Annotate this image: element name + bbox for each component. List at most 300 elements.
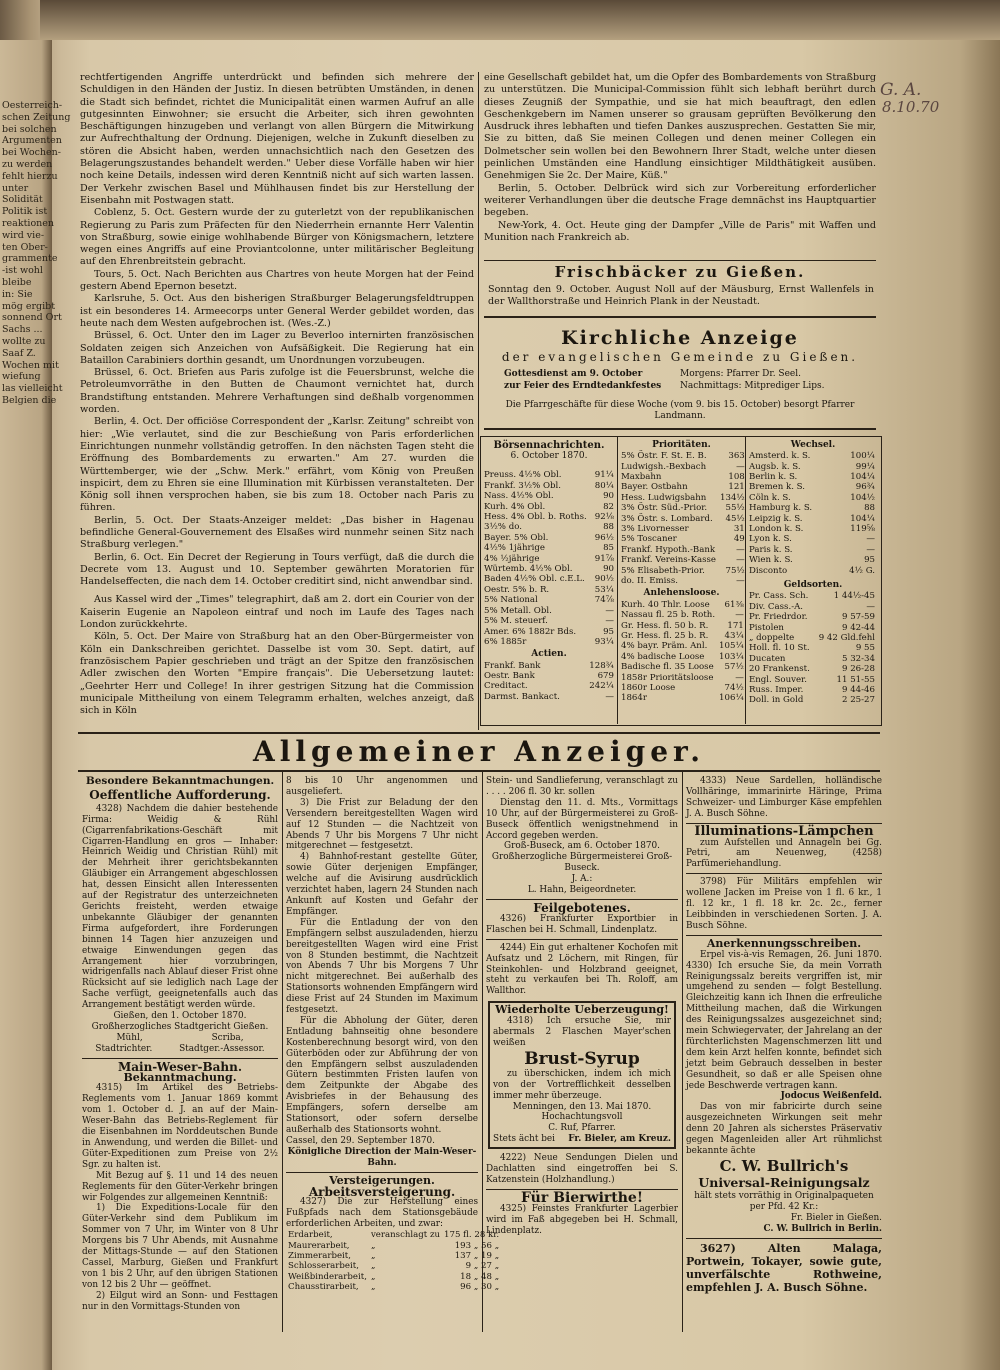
arbeits-title: Arbeitsversteigerung. — [308, 1184, 456, 1199]
wechsel-row-cell: London k. S. — [749, 524, 804, 535]
a1-sig3: Stadtrichter. — [95, 1043, 153, 1054]
arbeits-row-cell: 175 fl. 28 kr. — [444, 1230, 500, 1241]
bullrich-product: Universal-Reinigungsalz — [698, 1174, 870, 1190]
aktien-title: Actien. — [531, 649, 567, 660]
loose-row-cell: Badische fl. 35 Loose — [621, 662, 714, 673]
news-p1: rechtfertigenden Angriffe unterdrückt und befinden sich mehrere der Schuldigen in den Händen der Justiz. In diesen betrübten Umständen, in denen die Stadt sich befindet, richtet die Municipalität einen warmen Aufruf an alle gutgesinnten Einwohner; sie ersucht die Arbeiter, sich ihren gewohnten Beschäftigungen hinzugeben und verlangt von allen Bürgern die Mitwirkung zur Aufrechthaltung der Ordnung. Diejenigen, welche in Zukunft dieselben zu stören die Absicht haben, werden unnachsichtlich nach den Gesetzen des Belagerungszustandes behandelt werden." Ueber diese Vorfälle haben wir hier noch keine Details, indessen wird deren Kenntniß nicht auf sich warten lassen. Der Verkehr zwischen Basel und Mühlhausen findet bis zur Herstellung der Eisenbahn mit Postwagen statt. — [80, 72, 474, 206]
page-top-edge — [40, 0, 1000, 40]
prio-row-cell: do. II. Emiss. — [621, 576, 678, 587]
boerse-row-cell: 96½ — [594, 532, 614, 543]
prio-row-cell: 3% Östr. Süd.-Prior. — [621, 503, 708, 514]
arbeits-row-cell: 18 „ 48 „ — [460, 1271, 500, 1282]
wechsel-row-cell: Disconto — [749, 565, 788, 576]
boerse-row-cell: Frankf. 3½% Obl. — [484, 480, 561, 491]
aktien-row-cell: 679 — [597, 670, 614, 681]
prio-row — [619, 555, 747, 565]
a3-date: Groß-Buseck, am 6. October 1870. — [503, 841, 660, 852]
boerse-row — [482, 533, 616, 543]
boerse-row — [482, 470, 616, 480]
boerse-row — [482, 574, 616, 584]
boerse-row-cell: 6% 1885r — [484, 636, 527, 647]
news-koeln: Köln, 5. Oct. Der Maire von Straßburg hat an den Ober-Bürgermeister von Köln ein Dankschreiben gerichtet. Dasselbe ist vom 30. Sept. datirt, auf französischem Papier geschrieben und trägt an der Spitze den französischen Adler zwischen den Worten "Empire français". Die Uebersetzung lautet: „Geehrter Herr und College! In ihrer gestrigen Sitzung hat die Commission municipale Mittheilung von einem Telegramm erhalten, welches anzeigt, daß sich in Köln — [80, 631, 474, 717]
wechsel-row-cell: 4½ G. — [849, 565, 875, 576]
prio-row-cell: 45½ — [725, 513, 745, 524]
wechsel-row — [747, 566, 877, 576]
prio-row — [619, 493, 747, 503]
prio-row-cell: 134½ — [720, 492, 745, 503]
kirch-note: Die Pfarrgeschäfte für diese Woche (vom 9. bis 15. October) besorgt Pfarrer Landmann. — [505, 400, 855, 422]
prio-row — [619, 545, 747, 555]
news-berlin-5: Berlin, 5. Oct. Der Staats-Anzeiger meldet: „Das bisher in Hagenau befindliche General-Gouvernement des Elsaßes wird nunmehr seinen Sitz nach Straßburg verlegen." — [80, 514, 474, 551]
brust-sign: Hochachtungsvoll — [541, 1112, 623, 1123]
wechsel-row — [747, 482, 877, 492]
bullrich-text: hält stets vorräthig in Originalpaqueten per Pfd. 42 Kr.: — [694, 1190, 874, 1212]
boerse-row — [482, 543, 616, 553]
aktien-row-cell: Frankf. Bank — [484, 660, 541, 671]
wechsel-row — [747, 555, 877, 565]
wechsel-row-cell: 100¼ — [850, 451, 875, 462]
loose-row — [619, 662, 746, 672]
geld-row-cell: 9 55 — [855, 643, 875, 654]
boerse-table-1 — [482, 470, 616, 647]
prio-row-cell: Bayer. Ostbahn — [621, 482, 688, 493]
arbeits-row-cell: Schlosserarbeit, — [288, 1261, 359, 1272]
kirch-title: Kirchliche Anzeige — [561, 327, 799, 349]
boerse-row — [482, 512, 616, 522]
geld-row-cell: 5 32-34 — [842, 653, 875, 664]
aktien-row — [482, 671, 616, 681]
prio-row-cell: — — [736, 544, 745, 555]
boerse-row — [482, 616, 616, 626]
arbeits-row-cell: Erdarbeit, — [288, 1230, 333, 1241]
boerse-row-cell: Baden 4½% Obl. c.E.L. — [484, 574, 585, 585]
boerse-row-cell: — — [605, 605, 614, 616]
wechsel-row — [747, 472, 877, 482]
a1-sig1: Mühl, — [116, 1032, 143, 1043]
anerk-title: Anerkennungsschreiben. — [706, 936, 862, 950]
loose-row-cell: 61⅜ — [724, 599, 744, 610]
geld-row-cell: 9 42-44 — [842, 622, 875, 633]
loose-row-cell: 4% badische Loose — [621, 651, 705, 662]
geld-row-cell: „ doppelte — [749, 632, 795, 643]
arbeits-table — [286, 1230, 501, 1292]
geld-row-cell: Engl. Souver. — [749, 674, 807, 685]
boerse-row-cell: 4½% 1jährige — [484, 543, 545, 554]
prio-row — [619, 514, 747, 524]
boerse-row — [482, 564, 616, 574]
aktien-row-cell: Darmst. Bankact. — [484, 691, 560, 702]
loose-row-cell: 57½ — [724, 662, 744, 673]
boerse-row-cell: Bayer. 5% Obl. — [484, 532, 549, 543]
dielen: 4222) Neue Sendungen Dielen und Dachlatten sind eingetroffen bei S. Katzenstein (Holzhandlung.) — [486, 1153, 678, 1185]
arbeits-row — [286, 1241, 501, 1251]
boerse-row-cell: 53¼ — [594, 584, 614, 595]
boerse-row-cell: 74⅞ — [594, 595, 614, 606]
geld-row-cell: Pr. Cass. Sch. — [749, 591, 809, 602]
geld-row-cell: 9 42 Gld.fehl — [818, 632, 875, 643]
geld-row-cell: 9 57-59 — [842, 612, 875, 623]
geld-row-cell: 1 44½-45 — [833, 591, 875, 602]
loose-row — [619, 631, 746, 641]
news-karlsruhe: Karlsruhe, 5. Oct. Aus den bisherigen Straßburger Belagerungsfeldtruppen ist ein besonderes 14. Armeecorps unter General Werder gebildet worden, das heute nach dem Westen aufgebrochen ist. (Wes.-Z.) — [80, 293, 474, 329]
feil-1: 4326) Frankfurter Exportbier in Flaschen bei H. Schmall, Lindenplatz. — [486, 913, 678, 935]
geld-row — [747, 633, 877, 643]
ad-column-2 — [286, 776, 500, 1332]
brust-head: Wiederholte Ueberzeugung! — [495, 1003, 669, 1017]
boerse-row — [482, 585, 616, 595]
arbeits-row-cell: 137 „ 19 „ — [454, 1250, 500, 1261]
kirch-r1: Morgens: Pfarrer Dr. Seel. — [680, 369, 801, 379]
arbeits-row-cell: Maurerarbeit, — [288, 1240, 350, 1251]
boerse-title: Börsennachrichten. — [493, 440, 605, 451]
a1-sig2: Scriba, — [211, 1032, 244, 1043]
geld-row — [747, 654, 877, 664]
a1-title: Oeffentliche Aufforderung. — [89, 787, 271, 802]
boerse-row-cell: Nass. 4½% Obl. — [484, 491, 554, 502]
wechsel-row-cell: Augsb. k. S. — [749, 461, 801, 472]
malaga-text: 3627) Alten Malaga, Portwein, Tokayer, sowie gute, unverfälschte Rothweine, empfehlen J. A. Busch Söhne. — [686, 1241, 882, 1294]
aktien-row-cell: Creditact. — [484, 681, 528, 692]
arbeits-row — [286, 1261, 501, 1271]
boerse-row-cell: 5% Metall. Obl. — [484, 605, 552, 616]
mil-text: 3798) Für Militärs empfehlen wir wollene Jacken im Preise von 1 fl. 6 kr., 1 fl. 12 kr., 1 fl. 18 kr. 2c. 2c., ferner Leibbinden in verschiedenen Sorten. J. A. Busch Söhne. — [686, 877, 882, 931]
column-rule-1 — [478, 72, 479, 730]
arbeits-row-cell: „ — [370, 1240, 376, 1251]
anerk-text2: Das von mir fabricirte durch seine ausgezeichneten Wirkungen seit mehr denn 20 Jahren als sicherstes Präservativ gegen Magenleiden aller Art rühmlichst bekannte ächte — [686, 1102, 882, 1156]
a1-text: 4328) Nachdem die dahier bestehende Firma: Weidig & Rühl (Cigarrenfabrikations-Geschäft mit Cigarren-Handlung en gros — Inhaber: Heinrich Weidig und Christian Rühl) mit der Mehrheit ihrer gerichtsbekannten Gläubiger ein Arrangement abgeschlossen hat, dessen Einsicht allen Interessenten auf der Registratur des unterzeichneten Gerichts freisteht, werden etwaige unbekannte Gläubiger der genannten Firma aufgefordert, ihre Forderungen binnen 14 Tagen hier anzuzeigen und etwaige Einwendungen gegen das Arrangement hier vorzubringen, widrigenfalls nach Ablauf dieser Frist ohne Rücksicht auf sie lediglich nach Lage der Sache verfügt, geeignetenfalls auch das Arrangement bestätigt werden würde. — [82, 803, 278, 1011]
brust-text2: zu überschicken, indem ich mich von der Vortrefflichkeit desselben immer mehr überzeuge. — [493, 1068, 671, 1101]
boerse-row — [482, 554, 616, 564]
prio-row — [619, 576, 747, 586]
prio-row-cell: — — [736, 555, 745, 566]
a1-date: Gießen, den 1. October 1870. — [113, 1011, 247, 1022]
geld-row-cell: Pr. Friedrdor. — [749, 612, 808, 623]
boerse-row — [482, 637, 616, 647]
main-item2: 2) Eilgut wird an Sonn- und Festtagen nur in den Vormittags-Stunden von — [82, 1290, 278, 1312]
loose-row — [619, 610, 746, 620]
prio-row — [619, 566, 747, 576]
loose-row-cell: 105¼ — [719, 641, 744, 652]
prio-row — [619, 451, 747, 461]
prio-row-cell: 108 — [728, 472, 745, 483]
prio-row-cell: — — [736, 461, 745, 472]
arbeits-row-cell: Chausstirarbeit, — [288, 1282, 359, 1293]
boerse-row — [482, 491, 616, 501]
aktien-row-cell: — — [605, 691, 614, 702]
wechsel-row-cell: Wien k. S. — [749, 555, 793, 566]
arbeits-row-cell: „ — [370, 1250, 376, 1261]
boerse-row — [482, 627, 616, 637]
loose-row-cell: 1860r Loose — [621, 682, 676, 693]
prio-row-cell: 363 — [728, 451, 745, 462]
arbeits-row — [286, 1272, 501, 1282]
news-coblenz: Coblenz, 5. Oct. Gestern wurde der zu guterletzt von der republikanischen Regierung zu Paris zum Präfecten für den Niederrhein ernannte Herr Valentin von Straßburg, sowie einige wohlhabende Bürger von Königsmachern, letztere wegen eines Angriffs auf eine Proviantcolonne, unter militärischer Begleitung auf den Ehrenbreitstein gebracht. — [80, 207, 474, 268]
wechsel-row — [747, 451, 877, 461]
a2-text2: Für die Entladung der von den Empfängern selbst auszuladenden, hierzu bereitgestellten Wagen wird eine Frist von 8 Stunden bestimmt, die Nachtzeit von Abends 7 Uhr bis Morgens 7 Uhr nicht mitgerechnet. Bei außerhalb des Stationsorts wohnenden Empfängern wird diese Frist auf 24 Stunden im Maximum festgesetzt. — [286, 917, 478, 1016]
wechsel-row-cell: — — [866, 534, 875, 545]
illum-text: zum Aufstellen und Annageln bei Gg. Petri, am Neuenweg, (4258) Parfümeriehandlung. — [686, 837, 882, 870]
ad-column-3 — [486, 776, 678, 1332]
kirch-subtitle: der evangelischen Gemeinde zu Gießen. — [501, 350, 859, 364]
a3-sig: L. Hahn, Beigeordneter. — [527, 885, 637, 896]
kirch-l1: Gottesdienst am 9. October — [504, 369, 643, 379]
a1-sig4: Stadtger.-Assessor. — [179, 1043, 265, 1054]
ad-column-4 — [686, 776, 882, 1332]
wechsel-row-cell: 95 — [864, 555, 875, 566]
brust-date: Menningen, den 13. Mai 1870. — [512, 1101, 652, 1112]
arbeits-row-cell: „ — [370, 1261, 376, 1272]
kirch-l2: zur Feier des Erndtedankfestes — [504, 381, 662, 391]
a1-head: Besondere Bekanntmachungen. — [85, 775, 275, 787]
aktien-row-cell: 128¾ — [589, 660, 614, 671]
geld-row — [747, 612, 877, 622]
main-sub: Bekanntmachung. — [123, 1070, 237, 1084]
boerse-row-cell: 90 — [603, 491, 614, 502]
boerse-row — [482, 595, 616, 605]
loose-row-cell: 106¼ — [719, 693, 744, 704]
geld-row — [747, 591, 877, 601]
aktien-row — [482, 692, 616, 702]
prio-row-cell: 5% Toscaner — [621, 534, 677, 545]
anzeiger-title: Allgemeiner Anzeiger. — [253, 735, 705, 768]
prio-row-cell: 75½ — [725, 565, 745, 576]
feil-2: 4244) Ein gut erhaltener Kochofen mit Aufsatz und 2 Löchern, mit Ringen, für Steinkohlen- und Holzbrand geeignet, steht zu verkaufen bei Th. Roloff, am Wallthor. — [486, 942, 678, 997]
bier-title: Für Bierwirthe! — [520, 1189, 643, 1206]
news-kassel: Aus Kassel wird der „Times" telegraphirt, daß am 2. dort ein Courier von der Kaiserin Eugenie an Napoleon eintraf und noch im Laufe des Tages nach London zurückkehrte. — [80, 594, 474, 631]
prio-row-cell: Hess. Ludwigsbahn — [621, 492, 707, 503]
anzeiger-rule-top — [78, 732, 880, 734]
loose-row-cell: Nassau fl. 25 b. Roth. — [621, 610, 716, 621]
brust-text1: 4318) Ich ersuche Sie, mir abermals 2 Flaschen Mayer'schen weißen — [493, 1016, 671, 1048]
a2-sig: Königliche Direction der Main-Weser-Bahn. — [287, 1146, 477, 1168]
arbeits-row-cell: 96 „ 30 „ — [460, 1282, 500, 1293]
rule-frisch-top — [484, 260, 876, 261]
prio-row — [619, 524, 747, 534]
brust-foot: Stets ächt bei — [493, 1134, 555, 1145]
wechsel-row-cell: Lyon k. S. — [749, 534, 792, 545]
arbeits-row — [286, 1251, 501, 1261]
boerse-row-cell: 5% M. steuerf. — [484, 616, 548, 627]
geld-row-cell: 2 25-27 — [842, 695, 875, 706]
geld-row — [747, 643, 877, 653]
a2-item4: 4) Bahnhof-restant gestellte Güter, sowie Güter derjenigen Empfänger, welche auf die Avisirung ausdrücklich verzichtet haben, lagern 24 Stunden nach Ankunft auf Kosten und Gefahr der Empfänger. — [286, 852, 478, 917]
aktien-row-cell: Oestr. Bank — [484, 670, 535, 681]
loose-row-cell: Gr. Hess. fl. 25 b. R. — [621, 630, 709, 641]
loose-row — [619, 641, 746, 651]
loose-row — [619, 621, 746, 631]
wechsel-row — [747, 534, 877, 544]
wechsel-row-cell: 99¼ — [855, 461, 875, 472]
news-column-1 — [80, 72, 474, 732]
brust-title: Brust-Syrup — [524, 1048, 640, 1069]
left-page-fragment — [0, 40, 71, 1370]
handwritten-note-1: G. A. — [880, 80, 922, 100]
arbeits-row — [286, 1282, 501, 1292]
loose-row-cell: 171 — [727, 620, 744, 631]
geld-row — [747, 602, 877, 612]
geld-table — [747, 591, 877, 705]
loose-row-cell: 1858r Prioritätsloose — [621, 672, 714, 683]
boerse-row-cell: 90½ — [594, 574, 614, 585]
news-col2-p1: eine Gesellschaft gebildet hat, um die Opfer des Bombardements von Straßburg zu unterstützen. Die Municipal-Commission fühlt sich lebhaft berührt durch dieses Zeugniß der Sympathie, und sie hat mich beauftragt, den edlen Geschenkgebern im Namen unserer so grausam geprüften Bevölkerung den Ausdruck ihres lebhaften und tiefen Dankes auszusprechen. Gestatten Sie mir, Sie zu bitten, daß Sie meinen Collegen und denen meiner Collegen ein Dolmetscher sein wollen bei den Bewohnern Ihrer Stadt, welche unter diesen peinlichen Umständen eine Handlung einsichtiger Mildthätigkeit ausüben. Genehmigen Sie 2c. Der Maire, Küß." — [484, 72, 876, 182]
boerse-row — [482, 481, 616, 491]
brust-seller: Fr. Bieler, am Kreuz. — [568, 1134, 671, 1145]
ad-rule-3 — [682, 772, 683, 1332]
news-tours: Tours, 5. Oct. Nach Berichten aus Chartres von heute Morgen hat der Feind gestern Abend Epernon besetzt. — [80, 268, 474, 293]
boerse-rule-1 — [617, 436, 618, 724]
wechsel-row-cell: Leipzig k. S. — [749, 513, 803, 524]
boerse-row-cell: 91¼ — [594, 470, 614, 481]
geld-row-cell: Doll. in Gold — [749, 695, 804, 706]
arbeits-row-cell: Zimmerarbeit, — [288, 1250, 351, 1261]
loose-row-cell: — — [735, 672, 744, 683]
geld-row — [747, 685, 877, 695]
geld-row-cell: 11 51-55 — [836, 674, 875, 685]
prio-title: Prioritäten. — [652, 440, 711, 450]
a2-text3: Für die Abholung der Güter, deren Entladung bahnseitig ohne besondere Kostenberechnung besorgt wird, von den Güterböden oder zur Abführung der von den Empfängern selbst auszuladenden Gütern bestimmten Fristen laufen von dem Zeitpunkte der Abgabe des Avisbriefes in der Behausung des Empfängers, sofern derselbe am Stationsort, oder sofern derselbe außerhalb des Stationsorts wohnt. — [286, 1015, 478, 1135]
arbeits-row-cell: veranschlagt zu — [370, 1230, 441, 1241]
wechsel-row — [747, 462, 877, 472]
boerse-row-cell: 91⅞ — [594, 553, 614, 564]
loose-row-cell: 74½ — [724, 682, 744, 693]
wechsel-row — [747, 524, 877, 534]
geld-row-cell: 9 26-28 — [842, 664, 875, 675]
wechsel-title: Wechsel. — [790, 440, 836, 450]
geld-row-cell: Div. Cass.-A. — [749, 601, 804, 612]
prio-row-cell: 31 — [733, 524, 745, 535]
boerse-row-cell: 95 — [603, 626, 614, 637]
prio-row-cell: — — [736, 576, 745, 587]
boerse-row-cell: 5% National — [484, 595, 538, 606]
wechsel-row-cell: 88 — [864, 503, 875, 514]
aktien-table — [482, 661, 616, 703]
arbeits-row-cell: 9 „ 27 „ — [465, 1261, 500, 1272]
boerse-date: 6. October 1870. — [510, 451, 588, 462]
arbeits-row-cell: „ — [370, 1282, 376, 1293]
boerse-row-cell: Oestr. 5% b. R. — [484, 584, 550, 595]
boerse-row-cell: 88 — [603, 522, 614, 533]
aktien-row-cell: 242¼ — [589, 681, 614, 692]
loose-row — [619, 683, 746, 693]
loose-row-cell: Kurh. 40 Thlr. Loose — [621, 599, 710, 610]
news-berlin-6: Berlin, 6. Oct. Ein Decret der Regierung in Tours verfügt, daß die durch die Decrete vom 13. August und 10. September gewährten Moratorien für Handelseffecten, die nach dem 14. October creditirt sind, nicht anwendbar sind. — [80, 551, 474, 588]
frisch-text: Sonntag den 9. October. August Noll auf der Mäusburg, Ernst Wallenfels in der Wallthorstraße und Heinrich Plank in der Neustadt. — [488, 284, 874, 308]
news-newyork: New-York, 4. Oct. Heute ging der Dampfer „Ville de Paris" mit Waffen und Munition nach Frankreich ab. — [484, 219, 876, 243]
loose-row-cell: 43¼ — [724, 630, 744, 641]
wechsel-row-cell: 119⅝ — [850, 524, 875, 535]
boerse-row-cell: Würtemb. 4½% Obl. — [484, 564, 573, 575]
loose-row-cell: Gr. Hess. fl. 50 b. R. — [621, 620, 709, 631]
main-title: Main-Weser-Bahn. — [117, 1059, 243, 1074]
geld-row-cell: — — [866, 601, 875, 612]
boerse-row-cell: Hess. 4% Obl. b. Roths. — [484, 512, 587, 523]
a3-text1: Stein- und Sandlieferung, veranschlagt zu . . . . 206 fl. 30 kr. sollen — [486, 776, 678, 797]
bullrich-name: C. W. Bullrich's — [719, 1156, 849, 1175]
verst-head: Versteigerungen. — [329, 1173, 435, 1187]
kirch-r2: Nachmittags: Mitprediger Lips. — [680, 381, 825, 391]
wechsel-row-cell: 104¼ — [850, 472, 875, 483]
prio-row — [619, 534, 747, 544]
wechsel-row-cell: 104¼ — [850, 513, 875, 524]
prio-row-cell: 5% Elisabeth-Prior. — [621, 565, 705, 576]
prio-row-cell: 3% Östr. s. Lombard. — [621, 513, 713, 524]
prio-row-cell: 5% Östr. F. St. E. B. — [621, 451, 707, 462]
ad-column-1 — [82, 776, 278, 1332]
loose-table — [619, 600, 746, 704]
boerse-row-cell: Kurh. 4% Obl. — [484, 501, 546, 512]
wechsel-row-cell: Berlin k. S. — [749, 472, 798, 483]
aktien-row — [482, 661, 616, 671]
boerse-row-cell: 4% ½jährige — [484, 553, 540, 564]
a3-office: Großherzogliche Bürgermeisterei Groß-Buseck. — [491, 852, 673, 874]
geld-row — [747, 695, 877, 705]
handwritten-note-2: 8.10.70 — [882, 98, 940, 116]
wechsel-row-cell: — — [866, 544, 875, 555]
frisch-title: Frischbäcker zu Gießen. — [554, 263, 806, 281]
boerse-row-cell: 82 — [603, 501, 614, 512]
geld-row-cell: Holl. fl. 10 St. — [749, 643, 810, 654]
arbeits-row-cell: 193 „ 56 „ — [454, 1240, 500, 1251]
boerse-row-cell: 93¼ — [594, 636, 614, 647]
brust-box — [488, 1001, 676, 1149]
wechsel-table — [747, 451, 877, 576]
loose-row-cell: 1864r — [621, 693, 647, 704]
wechsel-row-cell: Amsterd. k. S. — [749, 451, 811, 462]
arbeits-text: 4327) Die zur Herstellung eines Fußpfads nach dem Stationsgebäude erforderlichen Arbeiten, und zwar: — [286, 1197, 478, 1230]
a3-ia: J. A.: — [571, 874, 593, 885]
prio-row-cell: Frankf. Vereins-Kasse — [621, 555, 717, 566]
geld-row — [747, 664, 877, 674]
geld-row-cell: Ducaten — [749, 653, 786, 664]
geld-row-cell: 20 Frankenst. — [749, 664, 810, 675]
boerse-row — [482, 606, 616, 616]
aktien-row — [482, 681, 616, 691]
loose-row-cell: — — [735, 610, 744, 621]
boerse-row-cell: Amer. 6% 1882r Bds. — [484, 626, 577, 637]
brust-name: C. Ruf, Pfarrer. — [548, 1123, 616, 1134]
boerse-row-cell: 90 — [603, 564, 614, 575]
news-bruessel-2: Brüssel, 6. Oct. Briefen aus Paris zufolge ist die Feuersbrunst, welche die Petroleumvorräthe in den Butten de Chaumont vernichtet hat, durch Brandstiftung entstanden. Mehrere Verhaftungen sind deßhalb vorgenommen worden. — [80, 367, 474, 416]
boerse-row-cell: Preuss. 4½% Obl. — [484, 470, 562, 481]
feil-title: Feilgebotenes. — [533, 900, 631, 915]
geld-row — [747, 675, 877, 685]
arbeits-row-cell: „ — [370, 1271, 376, 1282]
boerse-row-cell: 3½% do. — [484, 522, 522, 533]
main-text: 4315) Im Artikel des Betriebs-Reglements vom 1. Januar 1869 kommt vom 1. October d. J. an auf der Main-Weser-Bahn das Betriebs-Reglement für die Eisenbahnen im Norddeutschen Bunde in Anwendung, und werden die Billet- und Güter-Expeditionen zum Preise von 2½ Sgr. zu halten ist. — [82, 1083, 278, 1170]
main-text2: Mit Bezug auf §. 11 und 14 des neuen Reglements für den Güter-Verkehr bringen wir Folgendes zur allgemeinen Kenntniß: — [82, 1170, 278, 1203]
boerse-row-cell: 80¼ — [594, 480, 614, 491]
wechsel-row — [747, 493, 877, 503]
a1-court: Großherzogliches Stadtgericht Gießen. — [91, 1021, 269, 1032]
prio-table — [619, 451, 747, 586]
geld-row — [747, 623, 877, 633]
main-item1: 1) Die Expeditions-Locale für den Güter-Verkehr sind dem Publikum im Sommer von 7 Uhr, im Winter von 8 Uhr Morgens bis 7 Uhr Abends, mit Ausnahme der Mittags-Stunde — auf den Stationen Cassel, Marburg, Gießen und Frankfurt von 1 bis 2 Uhr, auf den übrigen Stationen von 12 bis 2 Uhr — geöffnet. — [82, 1203, 278, 1290]
wechsel-row-cell: 104½ — [850, 492, 875, 503]
a2-item3: 3) Die Frist zur Beladung der den Versendern bereitgestellten Wagen wird auf 12 Stunden — die Nachtzeit von Abends 7 Uhr bis Morgens 7 Uhr nicht mitgerechnet — festgesetzt. — [286, 797, 478, 852]
wechsel-row-cell: Bremen k. S. — [749, 482, 805, 493]
news-berlin-delbrueck: Berlin, 5. October. Delbrück wird sich zur Vorbereitung erforderlicher weiterer Verhandlungen über die deutsche Frage demnächst ins Hauptquartier begeben. — [484, 182, 876, 219]
boerse-row-cell: 92⅛ — [594, 512, 614, 523]
prio-row — [619, 462, 747, 472]
geld-row-cell: 9 44-46 — [842, 684, 875, 695]
ad-rule-1 — [282, 772, 283, 1332]
anzeiger-rule-bottom — [78, 770, 880, 772]
arbeits-row — [286, 1230, 501, 1240]
bullrich-s2: C. W. Bullrich in Berlin. — [763, 1223, 882, 1234]
geld-title: Geldsorten. — [783, 580, 843, 591]
prio-row-cell: Ludwigsh.-Bexbach — [621, 461, 707, 472]
geld-row-cell: Russ. Imper. — [749, 684, 804, 695]
